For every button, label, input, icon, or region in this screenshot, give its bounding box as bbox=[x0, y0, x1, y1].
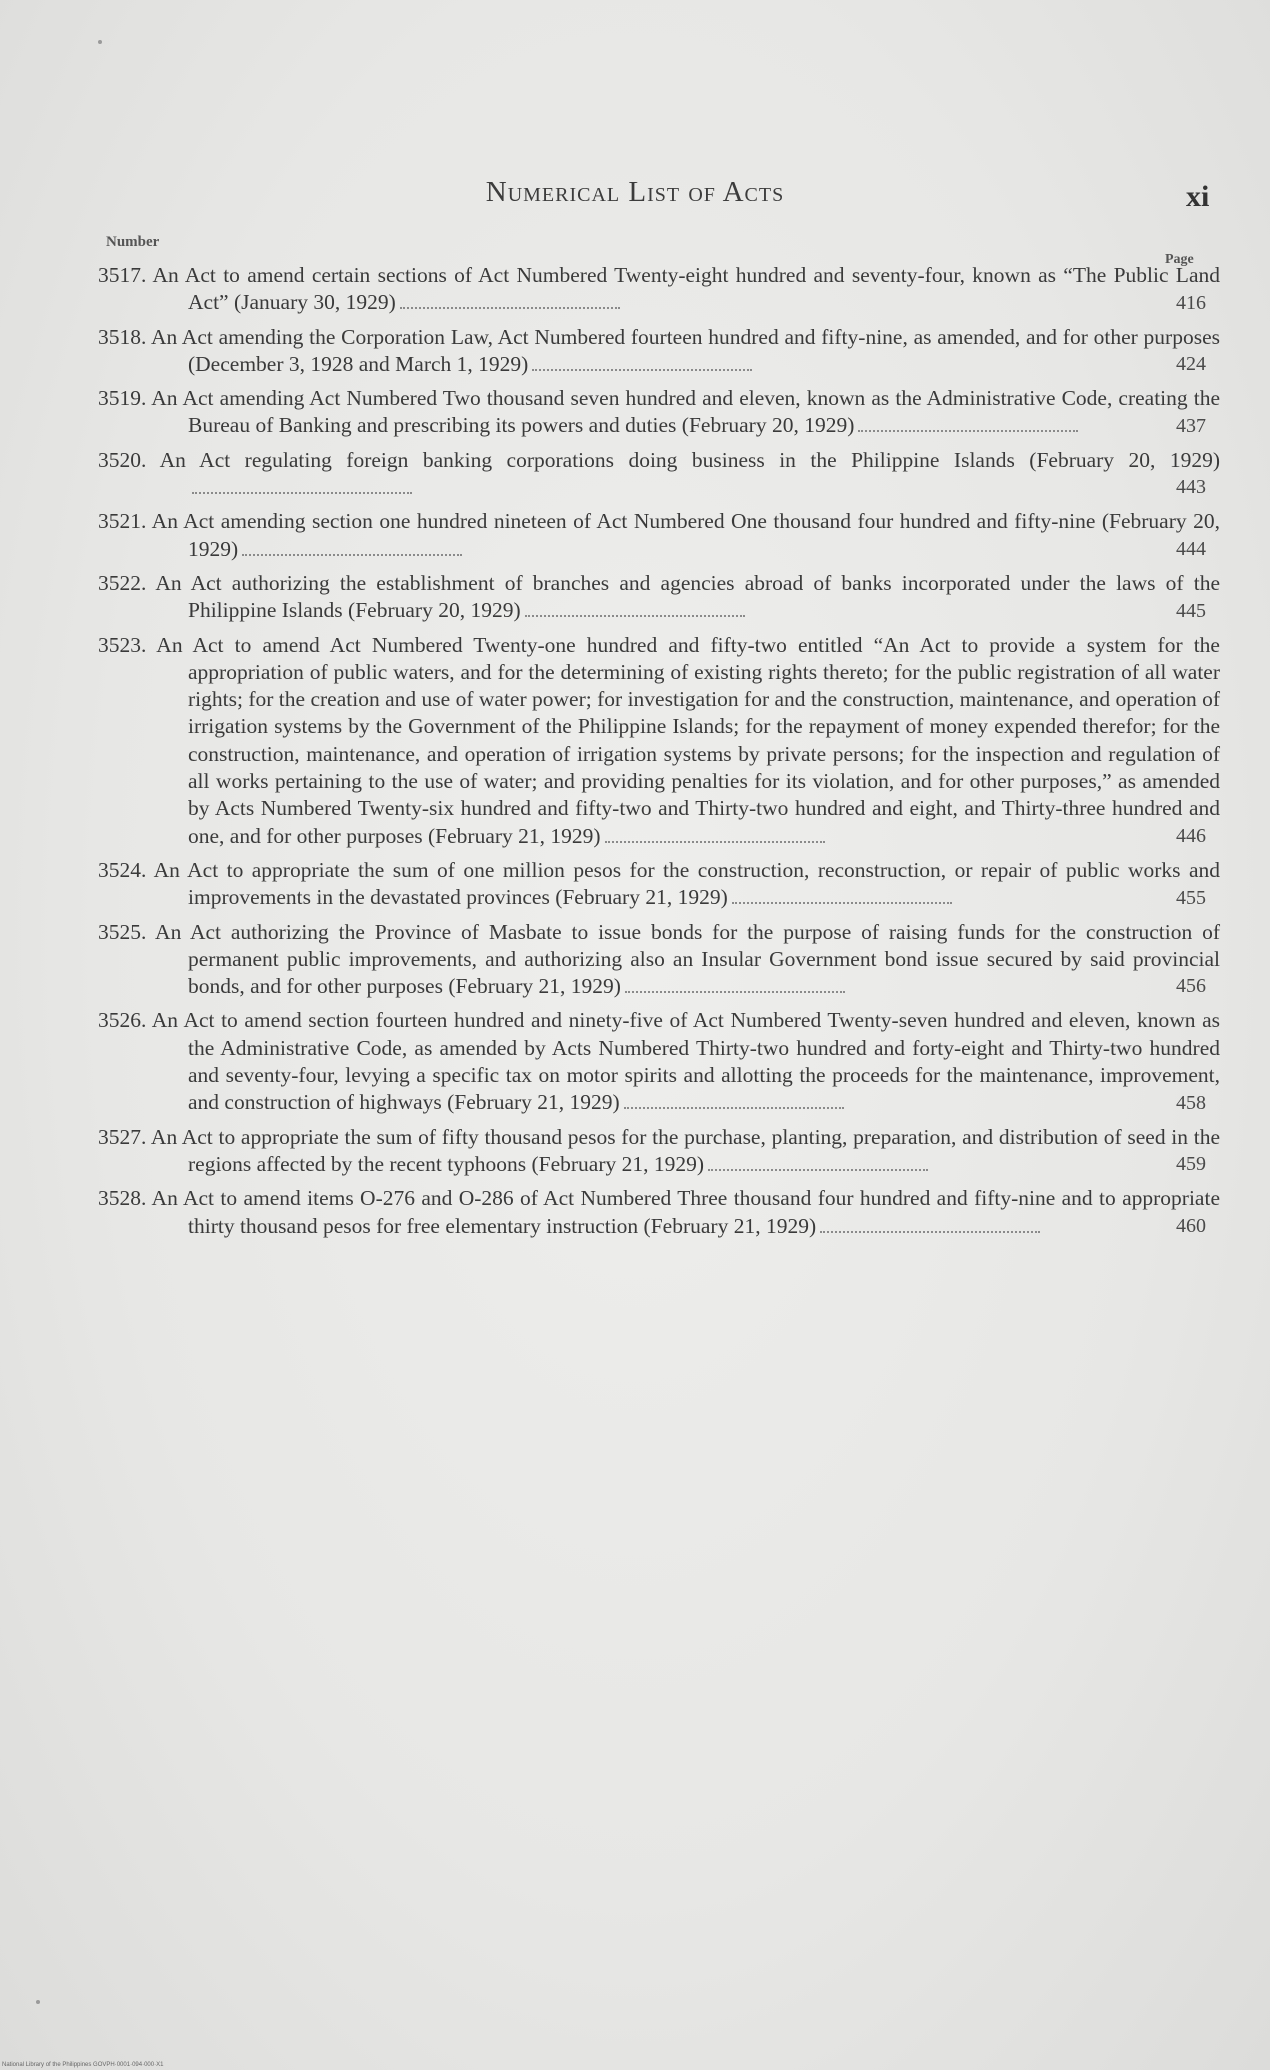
act-page-number: 455 bbox=[1176, 886, 1206, 909]
dot-leader bbox=[858, 428, 1078, 432]
act-number: 3526. bbox=[98, 1008, 147, 1033]
act-entry bbox=[98, 919, 1220, 1001]
act-title: An Act authorizing the establishment of branches and agencies abroad of banks incorporated under the laws of the Philippine Islands (February 20, 1929) bbox=[155, 570, 1220, 623]
dot-leader bbox=[605, 839, 825, 843]
act-number: 3521. bbox=[98, 509, 147, 534]
act-number: 3524. bbox=[98, 857, 147, 882]
act-page-number: 416 bbox=[1176, 291, 1206, 314]
page-numeral: xi bbox=[1186, 180, 1210, 213]
act-entry-body bbox=[98, 1124, 1220, 1179]
column-label-page: Page bbox=[1165, 252, 1194, 267]
act-page-number: 459 bbox=[1176, 1153, 1206, 1176]
dot-leader bbox=[624, 1105, 844, 1109]
act-number: 3517. bbox=[98, 263, 147, 287]
act-number: 3519. bbox=[98, 386, 147, 411]
act-entry-body bbox=[98, 632, 1220, 850]
act-title: An Act to amend Act Numbered Twenty-one hundred and fifty-two entitled “An Act to provide a system for the appropriation of public waters, and for the determining of existing rights thereto; for the public registration of all water rights; for the creation and use of water power; for investigation for and the construction, maintenance, and operation of irrigation systems by the Government of the Philippine Islands; for the repayment of money expended therefor; for the construction, maintenance, and operation of irrigation systems by private persons; for the inspection and regulation of all works pertaining to the use of water; and providing penalties for its violation, and for other purposes,” as amended by Acts Numbered Twenty-six hundred and fifty-two and Thirty-two hundred and eight, and Thirty-three hundred and one, and for other purposes (February 21, 1929) bbox=[156, 632, 1220, 848]
act-title: An Act regulating foreign banking corporations doing business in the Philippine Islands (February 20, 1929) bbox=[159, 447, 1220, 472]
act-entry bbox=[98, 447, 1220, 502]
act-entry bbox=[98, 508, 1220, 563]
act-page-number: 458 bbox=[1176, 1091, 1206, 1114]
act-entry-body bbox=[98, 508, 1220, 563]
dot-leader bbox=[242, 552, 462, 556]
act-title: An Act authorizing the Province of Masbate to issue bonds for the purpose of raising funds for the construction of permanent public improvements, and authorizing also an Insular Government bond issue secured by said provincial bonds, and for other purposes (February 21, 1929) bbox=[155, 919, 1220, 999]
acts-list bbox=[98, 262, 1220, 1247]
act-entry-body bbox=[98, 570, 1220, 625]
dot-leader bbox=[732, 900, 952, 904]
act-page-number: 444 bbox=[1176, 537, 1206, 560]
act-entry-body bbox=[98, 919, 1220, 1001]
act-page-number: 437 bbox=[1176, 414, 1206, 437]
dot-leader bbox=[525, 613, 745, 617]
act-number: 3528. bbox=[98, 1186, 147, 1211]
dot-leader bbox=[532, 367, 752, 371]
act-entry bbox=[98, 385, 1220, 440]
act-number: 3518. bbox=[98, 324, 147, 349]
act-page-number: 445 bbox=[1176, 599, 1206, 622]
act-page-number: 446 bbox=[1176, 824, 1206, 847]
act-title: An Act to amend section fourteen hundred and ninety-five of Act Numbered Twenty-seven hundred and eleven, known as the Administrative Code, as amended by Acts Numbered Thirty-two hundred and forty-eight and Thirty-two hundred and seventy-four, levying a specific tax on motor spirits and allotting the proceeds for the maintenance, improvement, and construction of highways (February 21, 1929) bbox=[151, 1008, 1220, 1115]
paper-speck bbox=[98, 40, 102, 44]
act-entry-body bbox=[98, 262, 1220, 317]
act-number: 3522. bbox=[98, 570, 147, 595]
act-entry bbox=[98, 1007, 1220, 1116]
column-label-number: Number bbox=[106, 234, 160, 250]
footer-credit: National Library of the Philippines GOVPH·0001·094·000·X1 bbox=[2, 2062, 164, 2068]
act-entry bbox=[98, 857, 1220, 912]
act-entry bbox=[98, 632, 1220, 850]
act-entry bbox=[98, 1124, 1220, 1179]
act-entry-body bbox=[98, 324, 1220, 379]
act-page-number: 424 bbox=[1176, 353, 1206, 376]
dot-leader bbox=[708, 1167, 928, 1171]
act-number: 3527. bbox=[98, 1124, 147, 1149]
dot-leader bbox=[820, 1229, 1040, 1233]
act-entry bbox=[98, 262, 1220, 317]
act-title: An Act amending section one hundred nineteen of Act Numbered One thousand four hundred and fifty-nine (February 20, 1929) bbox=[151, 509, 1220, 561]
act-entry-body bbox=[98, 447, 1220, 502]
act-title: An Act to appropriate the sum of fifty thousand pesos for the purchase, planting, preparation, and distribution of seed in the regions affected by the recent typhoons (February 21, 1929) bbox=[150, 1124, 1220, 1176]
act-title: An Act to appropriate the sum of one million pesos for the construction, reconstruction, or repair of public works and improvements in the devastated provinces (February 21, 1929) bbox=[153, 857, 1220, 910]
act-entry-body bbox=[98, 1185, 1220, 1240]
dot-leader bbox=[192, 490, 412, 494]
dot-leader bbox=[625, 989, 845, 993]
act-entry-body bbox=[98, 385, 1220, 440]
act-entry bbox=[98, 570, 1220, 625]
act-page-number: 460 bbox=[1176, 1214, 1206, 1237]
act-page-number: 443 bbox=[1176, 476, 1206, 499]
act-title: An Act to amend items O-276 and O-286 of Act Numbered Three thousand four hundred and fifty-nine and to appropriate thirty thousand pesos for free elementary instruction (February 21, 1929) bbox=[151, 1186, 1220, 1238]
act-title: An Act to amend certain sections of Act Numbered Twenty-eight hundred and seventy-four, known as “The Public Land Act” (January 30, 1929) bbox=[152, 263, 1220, 315]
act-title: An Act amending Act Numbered Two thousand seven hundred and eleven, known as the Administrative Code, creating the Bureau of Banking and prescribing its powers and duties (February 20, 1929) bbox=[151, 386, 1220, 438]
act-number: 3520. bbox=[98, 447, 147, 472]
act-title: An Act amending the Corporation Law, Act Numbered fourteen hundred and fifty-nine, as amended, and for other purposes (December 3, 1928 and March 1, 1929) bbox=[150, 324, 1220, 376]
act-number: 3525. bbox=[98, 919, 147, 944]
dot-leader bbox=[400, 305, 620, 309]
act-entry-body bbox=[98, 857, 1220, 912]
act-entry bbox=[98, 1185, 1220, 1240]
act-entry-body bbox=[98, 1007, 1220, 1116]
paper-speck bbox=[36, 2000, 40, 2004]
page-title: Numerical List of Acts bbox=[485, 176, 785, 208]
act-number: 3523. bbox=[98, 632, 147, 657]
act-page-number: 456 bbox=[1176, 975, 1206, 998]
act-entry bbox=[98, 324, 1220, 379]
